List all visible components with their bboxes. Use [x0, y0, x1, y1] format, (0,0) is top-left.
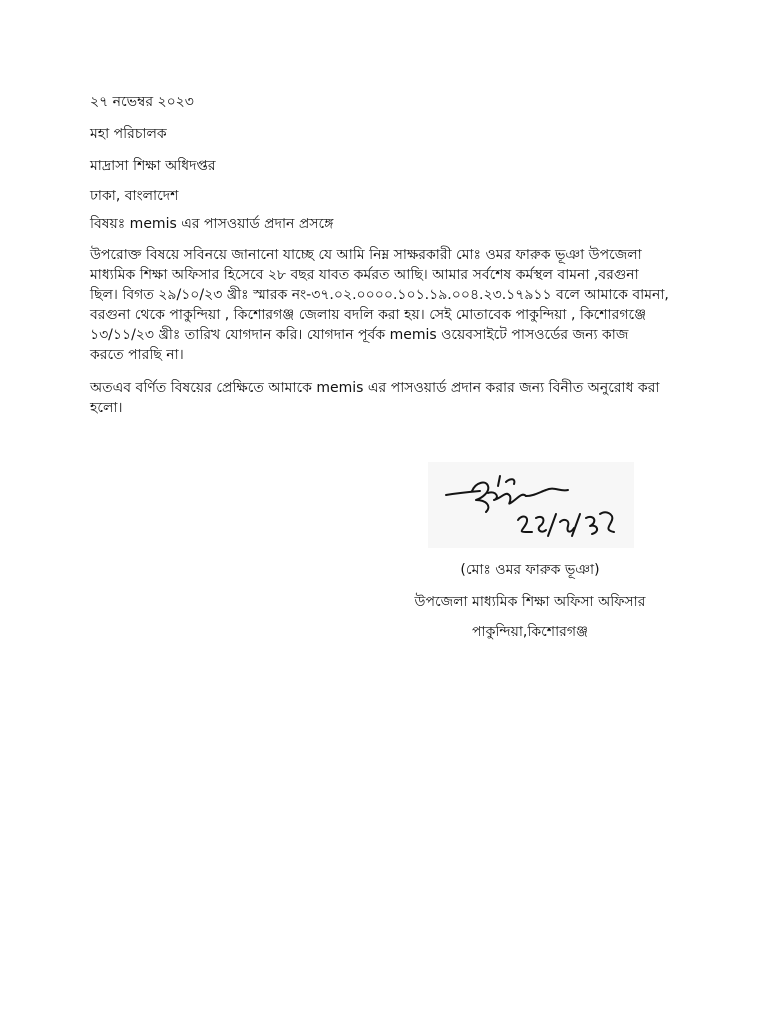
- body-paragraph-2-line: অতএব বর্ণিত বিষয়ের প্রেক্ষিতে আমাকে memis এর পাসওয়ার্ড প্রদান করার জন্য বিনীত অনুরোধ করা: [90, 380, 660, 396]
- body-paragraph-2: [90, 378, 690, 418]
- recipient-office: মাদ্রাসা শিক্ষা অধিদপ্তর: [90, 158, 216, 174]
- recipient-location: ঢাকা, বাংলাদেশ: [90, 188, 179, 204]
- signatory-name: (মোঃ ওমর ফারুক ভূঞা): [460, 562, 600, 578]
- body-paragraph-1-line: ১৩/১১/২৩ খ্রীঃ তারিখ যোগদান করি। যোগদান পূর্বক memis ওয়েবসাইটে পাসওর্ডের জন্য কাজ: [90, 327, 629, 343]
- handwritten-signature: [428, 462, 634, 548]
- signature-drawing: [428, 462, 634, 548]
- recipient-title: মহা পরিচালক: [90, 126, 167, 142]
- body-paragraph-1: [90, 245, 690, 365]
- body-paragraph-2-line: হলো।: [90, 400, 123, 416]
- letter-subject: বিষয়ঃ memis এর পাসওয়ার্ড প্রদান প্রসঙ্গে: [90, 216, 334, 232]
- body-paragraph-1-line: উপরোক্ত বিষয়ে সবিনয়ে জানানো যাচ্ছে যে আমি নিম্ন সাক্ষরকারী মোঃ ওমর ফারুক ভূঞা উপজেলা: [90, 247, 642, 263]
- signatory-designation: উপজেলা মাধ্যমিক শিক্ষা অফিসা অফিসার: [414, 594, 646, 610]
- signatory-office: পাকুন্দিয়া,কিশোরগঞ্জ: [472, 624, 588, 640]
- signature-handwritten-date: ২৭/১১/২৩: [578, 546, 583, 547]
- body-paragraph-1-line: মাধ্যমিক শিক্ষা অফিসার হিসেবে ২৮ বছর যাবত কর্মরত আছি। আমার সর্বশেষ কর্মস্থল বামনা ,বরগুনা: [90, 267, 639, 283]
- body-paragraph-1-line: বরগুনা থেকে পাকুন্দিয়া , কিশোরগঞ্জ জেলায় বদলি করা হয়। সেই মোতাবেক পাকুন্দিয়া , কিশোরগঞ্জে: [90, 307, 647, 323]
- body-paragraph-1-line: ছিল। বিগত ২৯/১০/২৩ খ্রীঃ স্মারক নং-৩৭.০২.০০০০.১০১.১৯.০০৪.২৩.১৭৯১১ বলে আমাকে বামনা,: [90, 287, 669, 303]
- letter-date: ২৭ নভেম্বর ২০২৩: [90, 94, 194, 110]
- body-paragraph-1-line: করতে পারছি না।: [90, 347, 184, 363]
